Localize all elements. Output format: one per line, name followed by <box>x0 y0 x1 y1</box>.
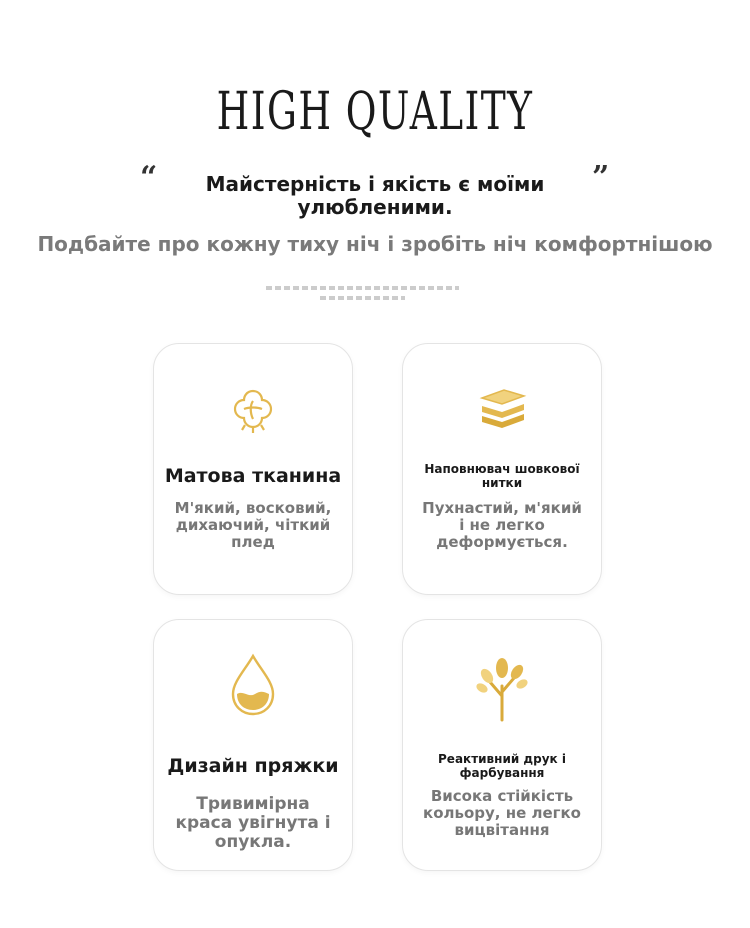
feature-description: М'який, восковий, дихаючий, чіткий плед <box>174 499 332 551</box>
drop-icon <box>154 652 352 718</box>
feature-card-buckle-design <box>153 619 353 871</box>
decorative-fine-print <box>250 282 475 300</box>
feature-title: Реактивний друк і фарбування <box>438 752 566 780</box>
layers-icon <box>403 384 601 436</box>
feature-description: Пухнастий, м'який і не легко деформується. <box>422 499 582 551</box>
headline: HIGH QUALITY <box>216 82 534 142</box>
feature-description: Висока стійкість кольору, не легко вицвітання <box>423 787 581 839</box>
close-quote-icon: ” <box>592 160 610 195</box>
feature-card-silk-filler <box>402 343 602 595</box>
open-quote-icon: “ <box>140 160 158 195</box>
feature-title: Матова тканина <box>164 465 342 487</box>
feature-card-matte-fabric <box>153 343 353 595</box>
feature-description: Тривимірна краса увігнута і опукла. <box>175 794 331 852</box>
cotton-icon <box>154 379 352 439</box>
feature-card-reactive-print <box>402 619 602 871</box>
plant-icon <box>403 652 601 722</box>
feature-title: Наповнювач шовкової нитки <box>424 462 580 490</box>
motto-text: Майстерність і якість є моїми улюбленими. <box>205 172 545 219</box>
subtitle: Подбайте про кожну тиху ніч і зробіть ніч комфортнішою <box>37 232 713 256</box>
feature-title: Дизайн пряжки <box>167 755 339 777</box>
